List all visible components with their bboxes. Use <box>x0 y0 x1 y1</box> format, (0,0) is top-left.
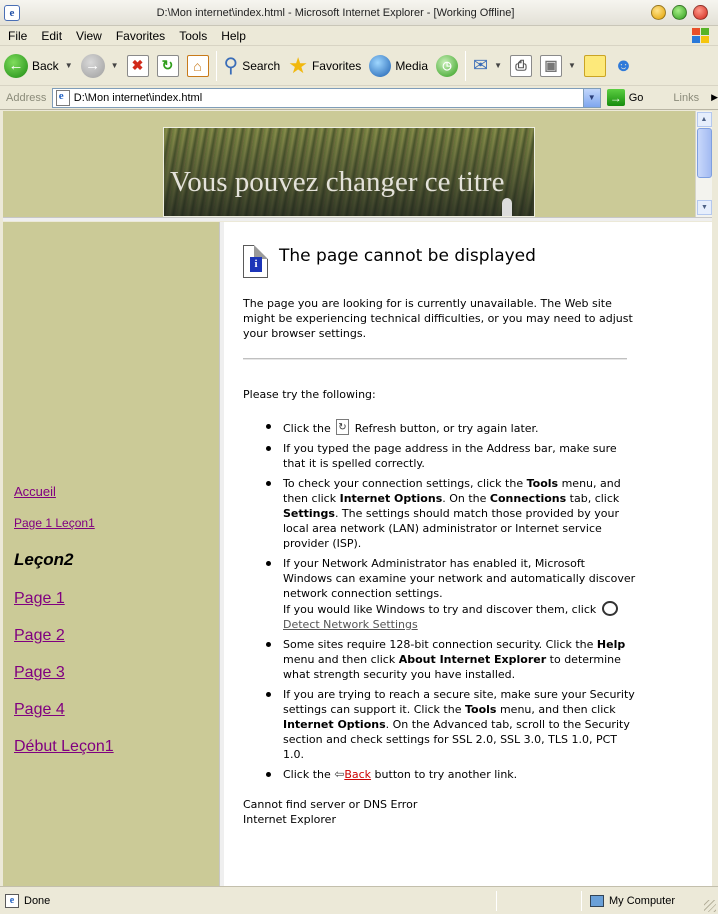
page-icon <box>56 90 70 106</box>
status-text: Done <box>24 894 51 907</box>
security-zone[interactable] <box>584 895 714 907</box>
left-nav-frame <box>3 222 219 886</box>
chevron-right-icon[interactable]: ▶ <box>711 92 718 102</box>
nav-link-accueil[interactable]: Accueil <box>14 484 56 499</box>
refresh-icon <box>336 419 349 435</box>
tip-text: menu, and then click <box>499 703 616 716</box>
tip-text: Click the <box>283 768 331 781</box>
list-item <box>261 637 636 682</box>
tip-bold: Internet Options <box>339 492 443 505</box>
edit-icon: ▣ <box>540 55 562 77</box>
back-arrow-icon: ⇦ <box>334 767 345 781</box>
zone-label: My Computer <box>609 894 676 907</box>
window-title: D:\Mon internet\index.html - Microsoft Internet Explorer - [Working Offline] <box>156 6 515 19</box>
search-label: Search <box>242 58 281 73</box>
tip-bold: About Internet Explorer <box>398 653 547 666</box>
home-icon: ⌂ <box>187 55 209 77</box>
error-intro: The page you are looking for is currently unavailable. The Web site might be experiencing technical difficulties, or you may need to adjust your browser settings. <box>243 297 633 340</box>
list-item <box>261 556 636 632</box>
dns-error-text: Cannot find server or DNS Error <box>243 798 418 811</box>
try-following: Please try the following: <box>243 388 376 401</box>
top-frame <box>3 111 712 217</box>
address-url[interactable]: D:\Mon internet\index.html <box>73 91 203 104</box>
media-label: Media <box>395 58 428 73</box>
tip-text: tab, click <box>569 492 620 505</box>
list-item <box>261 687 636 762</box>
address-input[interactable] <box>52 88 601 108</box>
heron-figure <box>502 198 512 216</box>
search-icon: ⚲ <box>223 55 239 77</box>
back-link[interactable]: Back <box>344 768 372 781</box>
tip-text: If you are trying to reach a secure site, make sure your Security settings can support it. Click the <box>283 688 635 716</box>
menu-file[interactable]: File <box>8 28 28 43</box>
scroll-up-icon[interactable]: ▲ <box>697 112 712 127</box>
tip-text: To check your connection settings, click the <box>283 477 524 490</box>
go-button[interactable] <box>607 89 644 106</box>
status-separator <box>581 891 582 911</box>
menu-view[interactable]: View <box>76 28 102 43</box>
toolbar-separator <box>465 51 466 81</box>
tip-text: If your Network Administrator has enabled it, Microsoft Windows can examine your network and automatically discover network connection settings. <box>283 557 636 600</box>
mail-icon: ✉ <box>473 55 489 75</box>
tip-text: If you typed the page address in the Address bar, make sure that it is spelled correctly. <box>283 442 617 470</box>
info-page-icon: i <box>243 245 268 278</box>
tip-text: to determine what strength security you have installed. <box>283 653 621 681</box>
page-status-icon: e <box>5 894 19 908</box>
toolbar-separator <box>216 51 217 81</box>
media-button[interactable] <box>365 49 432 83</box>
content-frame <box>224 222 712 886</box>
list-item <box>261 476 636 551</box>
minimize-button[interactable] <box>651 5 666 20</box>
chevron-down-icon[interactable]: ▼ <box>64 61 73 70</box>
messenger-button[interactable] <box>610 49 637 83</box>
refresh-button[interactable] <box>153 49 183 83</box>
tip-bold: Help <box>596 638 626 651</box>
status-bar <box>0 886 718 914</box>
favorites-label: Favorites <box>311 58 362 73</box>
nav-link-page3[interactable]: Page 3 <box>14 664 65 681</box>
tip-bold: Tools <box>464 703 497 716</box>
tip-text: button to try another link. <box>374 768 518 781</box>
favorites-button[interactable] <box>284 49 365 83</box>
history-button[interactable] <box>432 49 462 83</box>
forward-button[interactable] <box>77 49 123 83</box>
tip-text: . On the Advanced tab, scroll to the Security section and check settings for SSL 2.0, SSL 3.0, TLS 1.0, PCT 1.0. <box>283 718 630 761</box>
edit-button[interactable] <box>536 49 580 83</box>
chevron-down-icon[interactable]: ▼ <box>494 61 503 70</box>
banner-title: Vous pouvez changer ce titre <box>170 166 505 198</box>
menu-tools[interactable]: Tools <box>179 28 208 43</box>
tip-bold: Internet Options <box>283 718 386 731</box>
status-separator <box>496 891 497 911</box>
scroll-down-icon[interactable]: ▼ <box>697 200 712 215</box>
refresh-icon: ↻ <box>157 55 179 77</box>
back-button[interactable] <box>0 49 77 83</box>
messenger-icon: ☻ <box>613 55 633 75</box>
nav-link-page2[interactable]: Page 2 <box>14 627 65 644</box>
back-label: Back <box>32 58 59 73</box>
list-item <box>261 419 636 436</box>
address-label: Address <box>6 91 47 104</box>
discuss-button[interactable] <box>580 49 610 83</box>
nav-link-page1-lecon1[interactable]: Page 1 Leçon1 <box>14 516 95 530</box>
tip-text: Click the <box>283 422 331 435</box>
banner-image <box>163 127 535 217</box>
media-globe-icon <box>369 55 391 77</box>
maximize-button[interactable] <box>672 5 687 20</box>
stop-icon: ✖ <box>127 55 149 77</box>
note-icon <box>584 55 606 77</box>
ie-label: Internet Explorer <box>243 813 336 826</box>
links-label[interactable]: Links <box>673 91 700 104</box>
chevron-down-icon[interactable]: ▼ <box>110 61 119 70</box>
print-button[interactable] <box>506 49 536 83</box>
ie-icon[interactable]: e <box>4 5 20 21</box>
go-label: Go <box>628 91 644 104</box>
star-icon: ★ <box>288 52 308 78</box>
address-dropdown-icon[interactable]: ▼ <box>583 89 600 107</box>
scroll-thumb[interactable] <box>697 128 712 178</box>
title-bar <box>0 0 718 26</box>
mail-button[interactable] <box>469 49 506 83</box>
go-arrow-icon: → <box>607 89 625 106</box>
resize-grip-icon[interactable] <box>704 900 716 912</box>
nav-link-page1[interactable]: Page 1 <box>14 590 65 607</box>
tip-text: menu, and then click <box>283 477 621 505</box>
tip-text: Some sites require 128-bit connection security. Click the <box>283 638 594 651</box>
error-footer <box>243 797 417 827</box>
tip-text: . On the <box>442 492 487 505</box>
list-item <box>261 767 636 782</box>
printer-icon: ⎙ <box>510 55 532 77</box>
address-bar <box>0 86 718 110</box>
menu-edit[interactable]: Edit <box>41 28 63 43</box>
tip-bold: Tools <box>526 477 559 490</box>
tip-text: . The settings should match those provided by your local area network (LAN) administrator or Internet service provider (ISP). <box>283 507 619 550</box>
menu-bar <box>0 26 718 46</box>
divider <box>243 358 627 360</box>
error-title: The page cannot be displayed <box>279 246 536 266</box>
tips-list <box>261 419 636 787</box>
top-frame-scrollbar[interactable] <box>695 111 712 217</box>
tip-bold: Settings <box>283 507 335 520</box>
nav-current-lecon2: Leçon2 <box>14 550 74 569</box>
detect-network-settings-link[interactable]: Detect Network Settings <box>283 618 418 631</box>
frame-divider[interactable] <box>3 217 712 221</box>
toolbar <box>0 46 718 86</box>
close-button[interactable] <box>693 5 708 20</box>
stop-button[interactable] <box>123 49 153 83</box>
nav-link-page4[interactable]: Page 4 <box>14 701 65 718</box>
forward-arrow-icon: → <box>81 54 105 78</box>
menu-help[interactable]: Help <box>221 28 246 43</box>
back-arrow-icon: ← <box>4 54 28 78</box>
search-button[interactable] <box>220 49 285 83</box>
tip-text: Refresh button, or try again later. <box>354 422 539 435</box>
tip-bold: Connections <box>489 492 567 505</box>
home-button[interactable] <box>183 49 213 83</box>
nav-link-debut-lecon1[interactable]: Début Leçon1 <box>14 738 114 755</box>
magnifier-icon <box>602 601 618 616</box>
chevron-down-icon[interactable]: ▼ <box>568 61 576 70</box>
windows-logo-icon <box>686 26 712 46</box>
list-item <box>261 441 636 471</box>
tip-text: menu and then click <box>283 653 396 666</box>
history-clock-icon: ◷ <box>436 55 458 77</box>
tip-text: If you would like Windows to try and discover them, click <box>283 603 597 616</box>
menu-favorites[interactable]: Favorites <box>115 28 166 43</box>
computer-icon <box>590 895 604 907</box>
